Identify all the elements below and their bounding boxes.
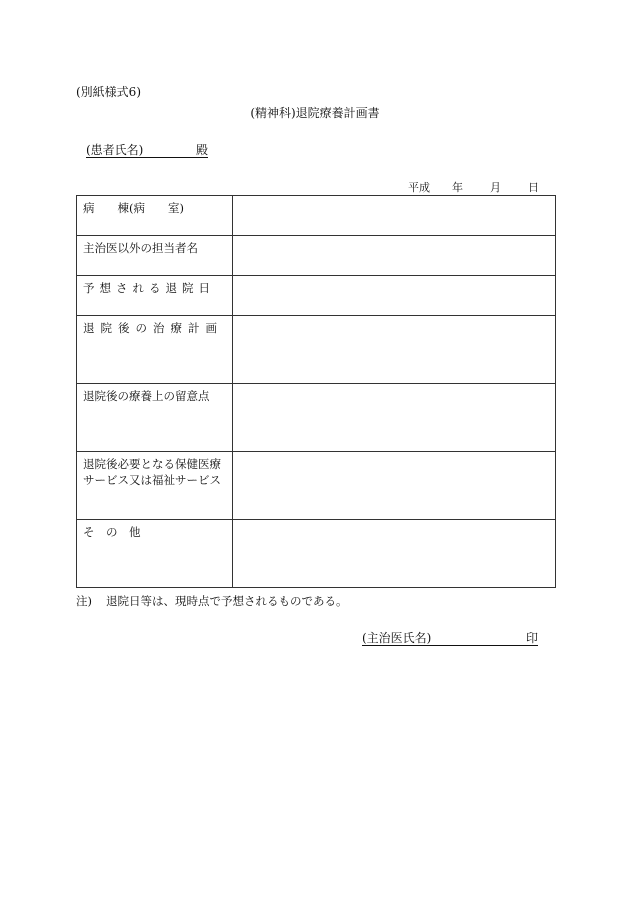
row-label-discharge-date [77,276,233,316]
row-label-treatment-plan [77,316,233,384]
row-label-ward [77,196,233,236]
table-row [77,196,556,236]
footnote [76,593,348,609]
patient-name-field[interactable] [86,141,208,158]
document-title: (精神科)退院療養計画書 [250,106,380,120]
discharge-plan-table [76,195,556,588]
physician-name-label: (主治医氏名) [362,631,432,645]
patient-honorific: 殿 [195,143,208,157]
seal-mark: 印 [525,631,538,645]
ward-label-text: 病 棟(病 室) [83,201,184,215]
table-row [77,452,556,520]
date-line [408,179,539,195]
row-label-staff [77,236,233,276]
row-value-other[interactable] [233,520,556,588]
patient-name-label: (患者氏名) [86,143,144,157]
row-label-services [77,452,233,520]
table-row [77,276,556,316]
date-era: 平成 [408,181,430,194]
treatment-plan-label-text: 退院後の治療計画 [83,321,223,335]
row-label-care-notes [77,384,233,452]
table-row [77,236,556,276]
discharge-date-label-text: 予想される退院日 [83,281,215,295]
date-year: 年 [452,181,463,194]
row-value-ward[interactable] [233,196,556,236]
table-row [77,384,556,452]
row-value-staff[interactable] [233,236,556,276]
physician-signature-field[interactable] [362,629,538,646]
row-value-care-notes[interactable] [233,384,556,452]
row-value-services[interactable] [233,452,556,520]
staff-label-text: 主治医以外の担当者名 [83,241,198,255]
footnote-text: 退院日等は、現時点で予想されるものである。 [106,594,348,608]
services-label-text: 退院後必要となる保健医療サービス又は福祉サービス [83,457,221,487]
row-value-discharge-date[interactable] [233,276,556,316]
form-number: (別紙様式6) [76,85,141,99]
date-day: 日 [528,181,539,194]
other-label-text: そ の 他 [83,525,141,539]
footnote-prefix: 注) [76,594,92,608]
table-row [77,520,556,588]
table-row [77,316,556,384]
care-notes-label-text: 退院後の療養上の留意点 [83,389,210,403]
row-label-other [77,520,233,588]
row-value-treatment-plan[interactable] [233,316,556,384]
date-month: 月 [490,181,501,194]
